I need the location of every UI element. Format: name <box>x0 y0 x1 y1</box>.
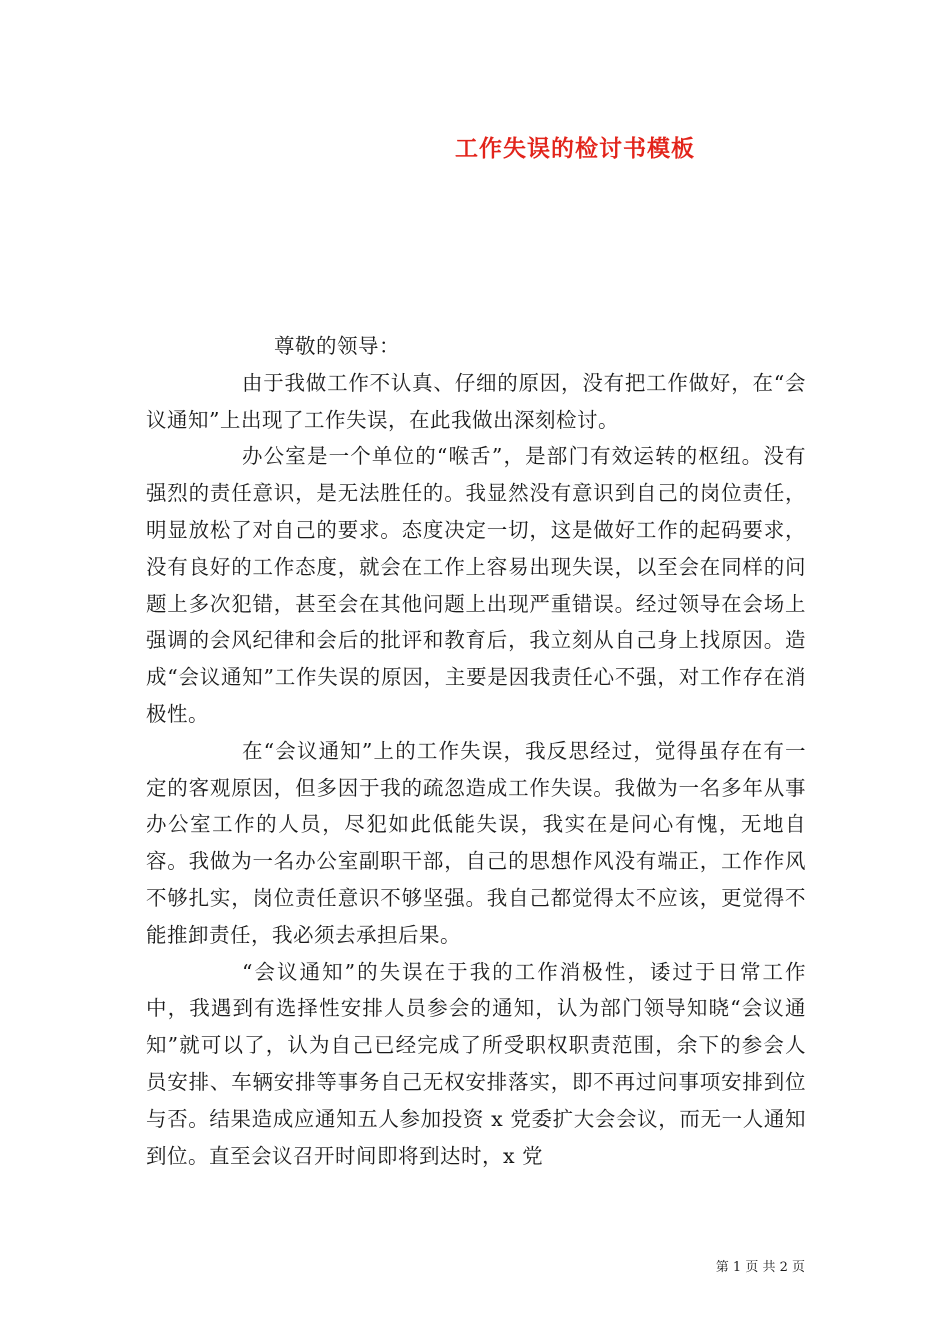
paragraph-1: 由于我做工作不认真、仔细的原因，没有把工作做好，在“会议通知”上出现了工作失误，在此我做出深刻检讨。 <box>146 370 806 432</box>
salutation: 尊敬的领导： <box>274 334 400 358</box>
document-title: 工作失误的检讨书模板 <box>455 135 695 162</box>
page-footer: 第 1 页 共 2 页 <box>715 1260 805 1275</box>
document-body <box>146 328 806 1174</box>
paragraph-2: 办公室是一个单位的“喉舌”，是部门有效运转的枢纽。没有强烈的责任意识，是无法胜任的。我显然没有意识到自己的岗位责任，明显放松了对自己的要求。态度决定一切，这是做好工作的起码要求，没有良好的工作态度，就会在工作上容易出现失误，以至会在同样的问题上多次犯错，甚至会在其他问题上出现严重错误。经过领导在会场上强调的会风纪律和会后的批评和教育后，我立刻从自己身上找原因。造成“会议通知”工作失误的原因，主要是因我责任心不强，对工作存在消极性。 <box>146 444 806 726</box>
paragraph-4: “会议通知”的失误在于我的工作消极性，诿过于日常工作中，我遇到有选择性安排人员参会的通知，认为部门领导知晓“会议通知”就可以了，认为自己已经完成了所受职权职责范围，余下的参会人员安排、车辆安排等事务自己无权安排落实，即不再过问事项安排到位与否。结果造成应通知五人参加投资 x 党委扩大会会议，而无一人通知到位。直至会议召开时间即将到达时，x 党 <box>146 959 806 1168</box>
paragraph-3: 在“会议通知”上的工作失误，我反思经过，觉得虽存在有一定的客观原因，但多因于我的疏忽造成工作失误。我做为一名多年从事办公室工作的人员，尽犯如此低能失误，我实在是问心有愧，无地自容。我做为一名办公室副职干部，自己的思想作风没有端正，工作作风不够扎实，岗位责任意识不够坚强。我自己都觉得太不应该，更觉得不能推卸责任，我必须去承担后果。 <box>146 738 806 947</box>
